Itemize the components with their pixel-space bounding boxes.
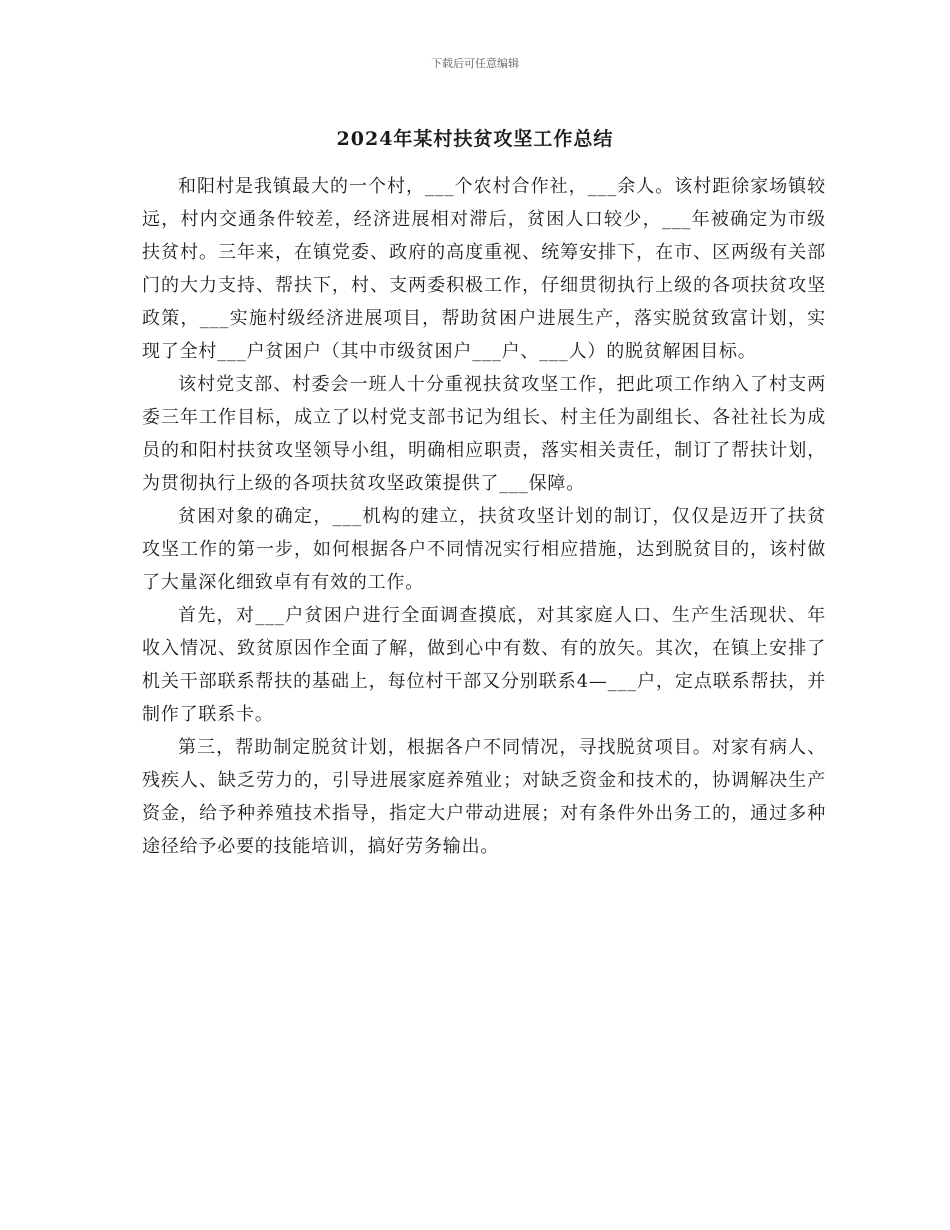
paragraph-plans: 第三，帮助制定脱贫计划，根据各户不同情况，寻找脱贫项目。对家有病人、残疾人、缺乏劳力的，引导进展家庭养殖业；对缺乏资金和技术的，协调解决生产资金，给予种养殖技术指导，指定大户带动进展；对有条件外出务工的，通过多种途径给予必要的技能培训，搞好劳务输出。 [142,737,826,857]
document-body [142,170,826,863]
paragraph-leadership: 该村党支部、村委会一班人十分重视扶贫攻坚工作，把此项工作纳入了村支两委三年工作目标，成立了以村党支部书记为组长、村主任为副组长、各社社长为成员的和阳村扶贫攻坚领导小组，明确相应职责，落实相关责任，制订了帮扶计划，为贯彻执行上级的各项扶贫攻坚政策提供了___保障。 [142,374,826,494]
page-header-note: 下载后可任意编辑 [431,57,519,70]
paragraph-measures: 贫困对象的确定，___机构的建立，扶贫攻坚计划的制订，仅仅是迈开了扶贫攻坚工作的第一步，如何根据各户不同情况实行相应措施，达到脱贫目的，该村做了大量深化细致卓有有效的工作。 [142,506,826,593]
paragraph-intro: 和阳村是我镇最大的一个村，___个农村合作社，___余人。该村距徐家场镇较远，村内交通条件较差，经济进展相对滞后，贫困人口较少，___年被确定为市级扶贫村。三年来，在镇党委、政府的高度重视、统筹安排下，在市、区两级有关部门的大力支持、帮扶下，村、支两委积极工作，仔细贯彻执行上级的各项扶贫攻坚政策，___实施村级经济进展项目，帮助贫困户进展生产，落实脱贫致富计划，实现了全村___户贫困户（其中市级贫困户___户、___人）的脱贫解困目标。 [142,176,826,362]
paragraph-survey: 首先，对___户贫困户进行全面调查摸底，对其家庭人口、生产生活现状、年收入情况、致贫原因作全面了解，做到心中有数、有的放矢。其次，在镇上安排了机关干部联系帮扶的基础上，每位村干部又分别联系4—___户，定点联系帮扶，并制作了联系卡。 [142,605,826,725]
document-title: 2024年某村扶贫攻坚工作总结 [336,128,614,150]
